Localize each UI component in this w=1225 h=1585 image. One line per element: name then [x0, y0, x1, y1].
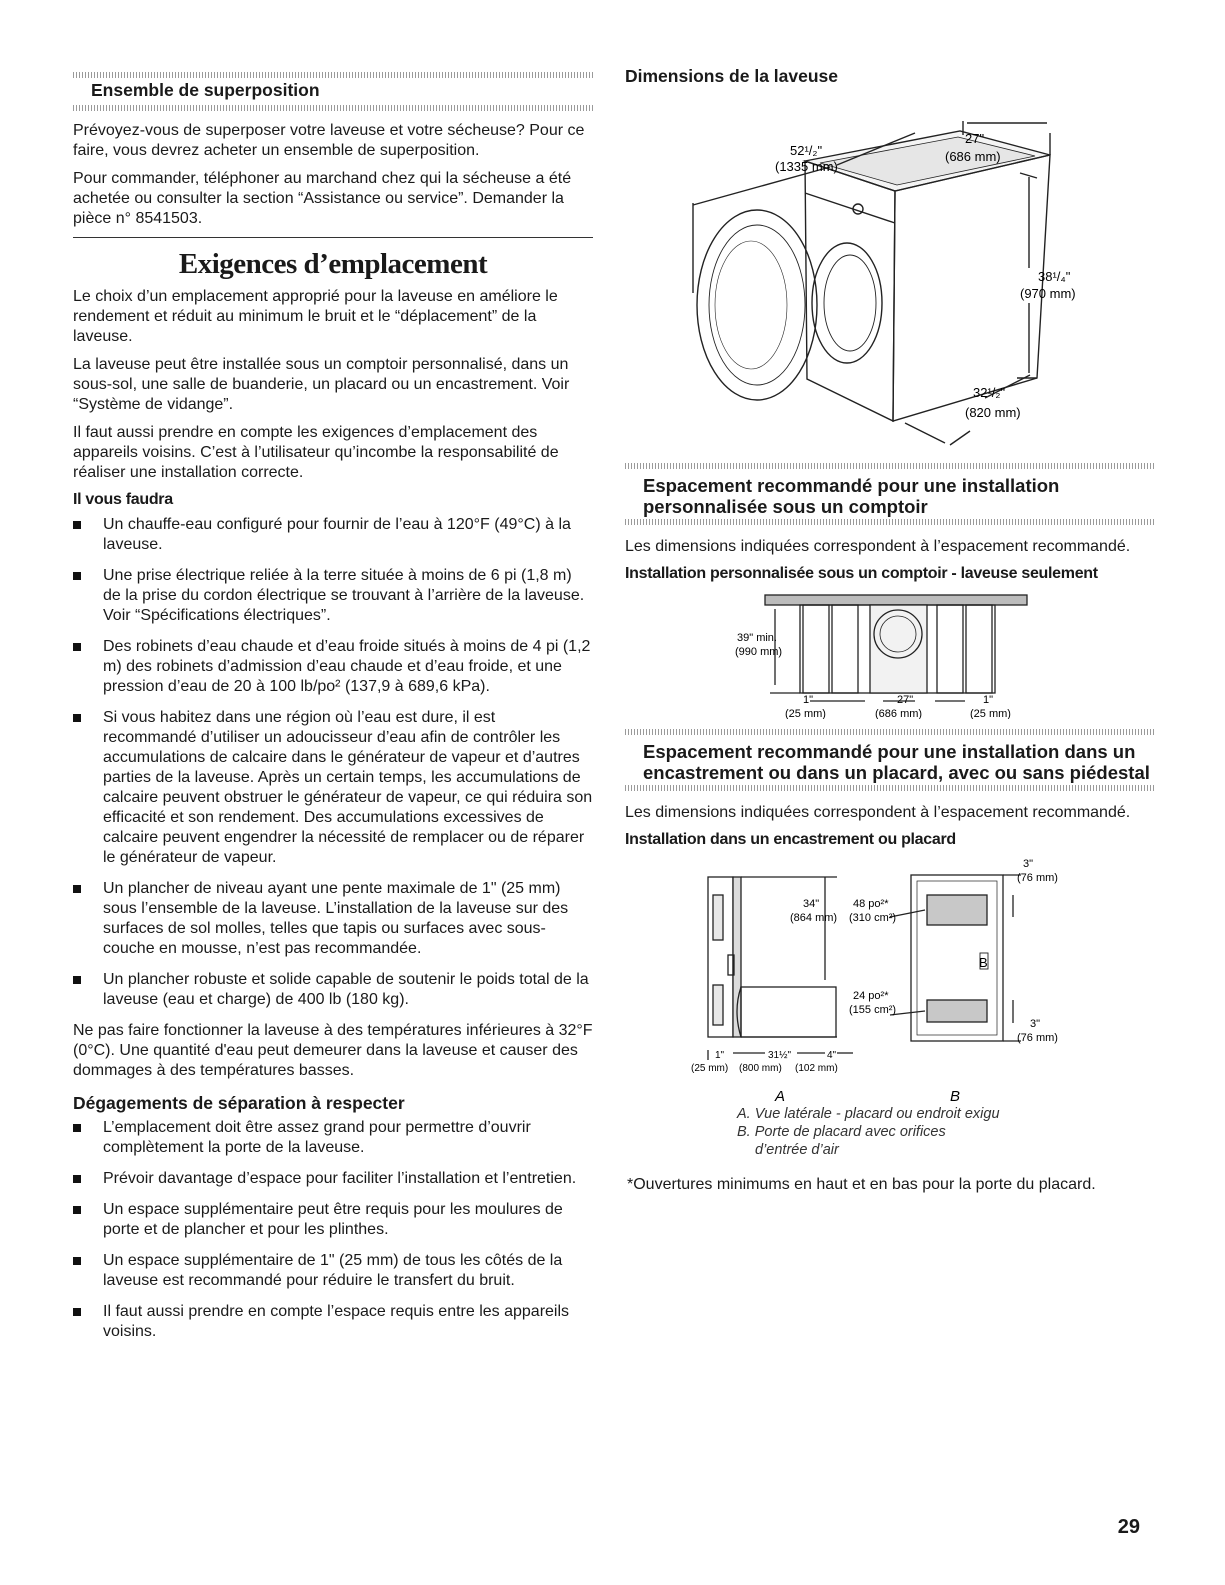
dim-height-34-mm: (864 mm) [790, 912, 838, 924]
stack-paragraph-2: Pour commander, téléphoner au marchand chez qui la sécheuse a été achetée ou consulter la section “Assistance ou service”. Demander la pièce n° 8541503. [73, 170, 572, 227]
caption-b-line2: d’entrée d’air [755, 1142, 839, 1158]
dim-width: 27" [965, 131, 985, 146]
dim-side-right: 1" [983, 694, 994, 706]
stack-paragraph-1: Prévoyez-vous de superposer votre laveuse et votre sécheuse? Pour ce faire, vous devrez acheter un ensemble de superposition. [73, 122, 585, 159]
dim-bottom-mm: (76 mm) [1017, 1032, 1058, 1044]
list-item: L’emplacement doit être assez grand pour permettre d’ouvrir complètement la porte de la laveuse. [73, 1118, 593, 1158]
footnote: *Ouvertures minimums en haut et en bas pour la porte du placard. [627, 1176, 1096, 1193]
clearance-list [73, 1118, 593, 1342]
counter-figure [625, 589, 1155, 719]
dim-1-mm: (25 mm) [691, 1063, 729, 1074]
dim-width-mm: (686 mm) [945, 149, 1001, 164]
dim-31-mm: (800 mm) [739, 1063, 782, 1074]
list-item: Un plancher robuste et solide capable de soutenir le poids total de la laveuse (eau et charge) de 400 lb (180 kg). [73, 970, 593, 1010]
counter-subheading: Installation personnalisée sous un comptoir - laveuse seulement [625, 565, 1098, 582]
closet-heading: Espacement recommandé pour une installation dans un encastrement ou dans un placard, avec ou sans piédestal [643, 741, 1150, 783]
list-item: Un chauffe-eau configuré pour fournir de l’eau à 120°F (49°C) à la laveuse. [73, 515, 593, 555]
caption-a: A. Vue latérale - placard ou endroit exigu [737, 1106, 1000, 1122]
counter-paragraph: Les dimensions indiquées correspondent à l’espacement recommandé. [625, 538, 1131, 555]
dim-bottom: 3" [1030, 1018, 1041, 1030]
stack-kit-heading: Ensemble de superposition [91, 80, 320, 100]
figure-captions [737, 1105, 1155, 1159]
list-item: Des robinets d’eau chaude et d’eau froide situés à moins de 4 pi (1,2 m) des robinets d’admission d’eau chaude et d’eau froide, et une pression d’eau de 20 à 100 lb/po² (137,9 à 689,6 kPa). [73, 637, 593, 697]
divider [73, 72, 593, 78]
counter-heading: Espacement recommandé pour une installation personnalisée sous un comptoir [643, 475, 1060, 517]
page-number: 29 [1117, 1516, 1140, 1538]
closet-diagram [625, 855, 1155, 1105]
needs-heading: Il vous faudra [73, 491, 173, 508]
dim-height-34: 34" [803, 898, 820, 910]
needs-list [73, 515, 593, 1010]
list-item: Un espace supplémentaire de 1" (25 mm) de tous les côtés de la laveuse est recommandé pour réduire le transfert du bruit. [73, 1251, 593, 1291]
divider [625, 729, 1155, 735]
dim-top: 3" [1023, 858, 1034, 870]
list-item: Si vous habitez dans une région où l’eau est dure, il est recommandé d’utiliser un adoucisseur d’eau afin de contrôler les accumulations de calcaire dans le générateur de vapeur et d’autres parties de la laveuse. Après un certain temps, les accumulations de calcaire peuvent obstruer le générateur de vapeur, ce qui réduira son efficacité et son rendement. Des accumulations excessives de calcaire peuvent engendrer la nécessité de remplacer ou de réparer le générateur de vapeur. [73, 708, 593, 868]
dim-4: 4" [827, 1050, 837, 1061]
list-item: Prévoir davantage d’espace pour faciliter l’installation et l’entretien. [73, 1169, 593, 1189]
requirements-paragraph-1: Le choix d’un emplacement approprié pour la laveuse en améliore le rendement et réduit au minimum le bruit et le “déplacement” de la laveuse. [73, 288, 558, 345]
closet-figure [625, 855, 1155, 1105]
left-column [73, 72, 593, 1353]
dimensions-heading: Dimensions de la laveuse [625, 66, 839, 86]
caption-b-line1: B. Porte de placard avec orifices [737, 1124, 946, 1140]
dim-31: 31½" [768, 1050, 792, 1061]
list-item: Un plancher de niveau ayant une pente maximale de 1" (25 mm) sous l’ensemble de la laveuse. L’installation de la laveuse sur des surfaces de sol molles, telles que tapis ou surfaces avec sous-couche en mousse, n’est pas recommandée. [73, 879, 593, 959]
dim-side-left-mm: (25 mm) [785, 708, 826, 719]
washer-dimensions-diagram [625, 93, 1155, 453]
label-a: A [775, 1088, 786, 1105]
area-24-cm: (155 cm²) [849, 1004, 897, 1016]
dim-side-right-mm: (25 mm) [970, 708, 1011, 719]
dim-height: 38¹/₄" [1038, 269, 1071, 284]
dim-depth-open: 52¹/₂" [790, 143, 823, 158]
divider [625, 519, 1155, 525]
label-b: B [950, 1088, 961, 1105]
clearance-heading: Dégagements de séparation à respecter [73, 1093, 405, 1113]
area-48-cm: (310 cm²) [849, 912, 897, 924]
area-48: 48 po²* [853, 898, 889, 910]
dim-height-mm: (970 mm) [1020, 286, 1076, 301]
requirements-paragraph-3: Il faut aussi prendre en compte les exigences d’emplacement des appareils voisins. C’est à l’utilisateur qu’incombe la responsabilité de réaliser une installation correcte. [73, 424, 559, 481]
closet-subheading: Installation dans un encastrement ou placard [625, 831, 956, 848]
divider [625, 785, 1155, 791]
dim-width: 27" [897, 694, 914, 706]
dim-depth-mm: (820 mm) [965, 405, 1021, 420]
list-item: Il faut aussi prendre en compte l’espace requis entre les appareils voisins. [73, 1302, 593, 1342]
divider [73, 237, 593, 238]
closet-paragraph: Les dimensions indiquées correspondent à l’espacement recommandé. [625, 804, 1131, 821]
dim-min-height-mm: (990 mm) [735, 646, 783, 658]
letter-b: B [979, 955, 988, 970]
dim-width-mm: (686 mm) [875, 708, 923, 719]
dim-top-mm: (76 mm) [1017, 872, 1058, 884]
dim-depth: 32¹/₂" [973, 385, 1006, 400]
list-item: Une prise électrique reliée à la terre située à moins de 6 pi (1,8 m) de la prise du cordon électrique se trouvant à l’arrière de la laveuse. Voir “Spécifications électriques”. [73, 566, 593, 626]
dim-depth-open-mm: (1335 mm) [775, 159, 838, 174]
dim-1: 1" [715, 1050, 725, 1061]
area-24: 24 po²* [853, 990, 889, 1002]
temperature-warning: Ne pas faire fonctionner la laveuse à des températures inférieures à 32°F (0°C). Une quantité d'eau peut demeurer dans la laveuse et causer des dommages à des températures basses. [73, 1022, 593, 1079]
dim-side-left: 1" [803, 694, 814, 706]
right-column [625, 66, 1155, 1203]
divider [625, 463, 1155, 469]
list-item: Un espace supplémentaire peut être requis pour les moulures de porte et de plancher et pour les plinthes. [73, 1200, 593, 1240]
under-counter-diagram [625, 589, 1155, 719]
divider [73, 105, 593, 111]
page-title: Exigences d’emplacement [178, 248, 488, 280]
requirements-paragraph-2: La laveuse peut être installée sous un comptoir personnalisé, dans un sous-sol, une salle de buanderie, un placard ou un encastrement. Voir “Système de vidange”. [73, 356, 570, 413]
washer-dimensions-figure [625, 93, 1155, 453]
dim-4-mm: (102 mm) [795, 1063, 838, 1074]
dim-min-height: 39" min. [737, 632, 777, 644]
